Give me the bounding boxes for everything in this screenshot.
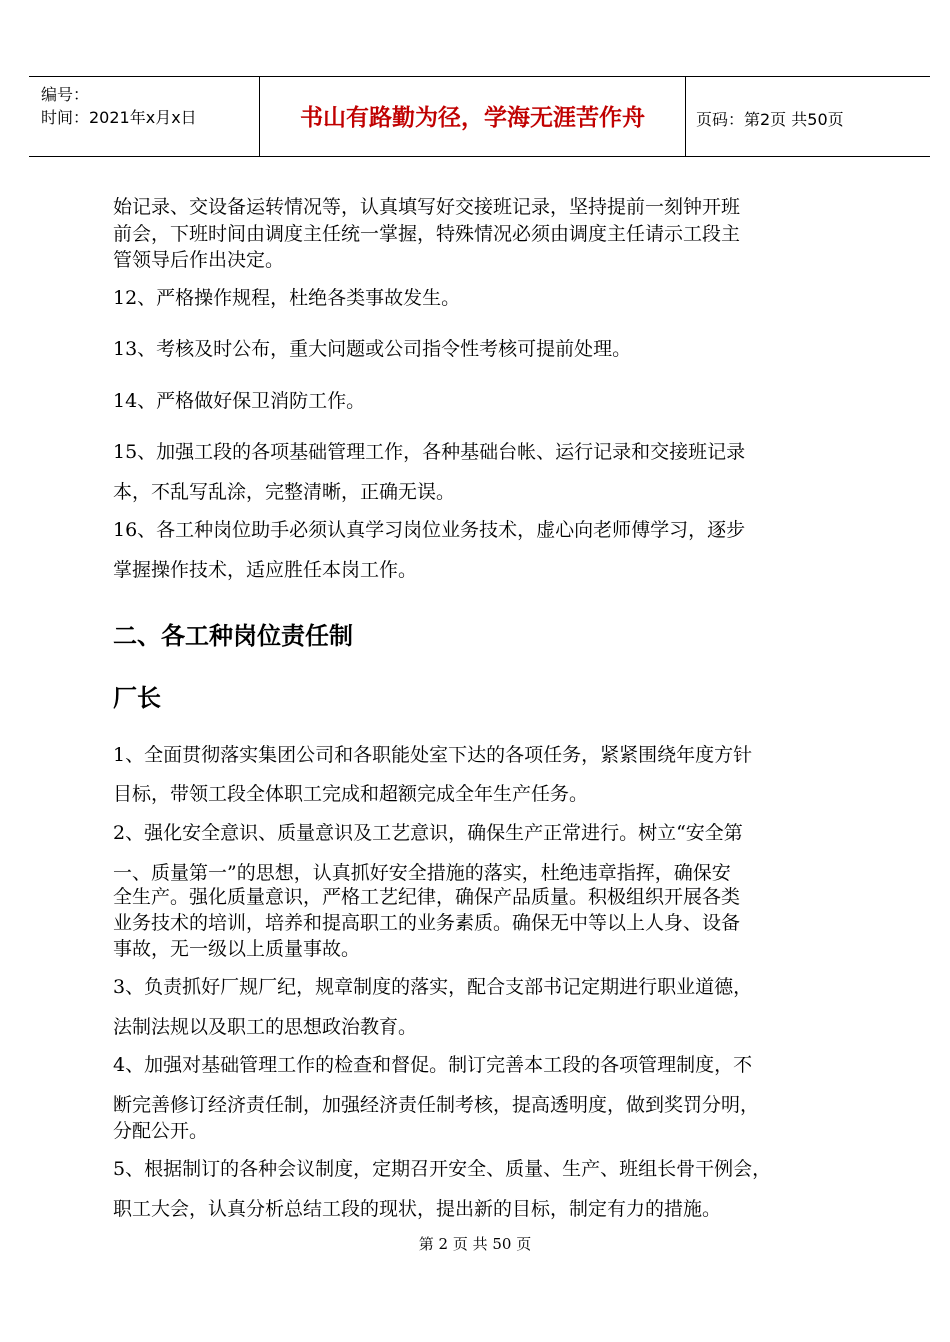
list-item-14: 14、严格做好保卫消防工作。 bbox=[113, 390, 366, 412]
body-line: 目标，带领工段全体职工完成和超额完成全年生产任务。 bbox=[113, 783, 589, 805]
list-item-1: 1、全面贯彻落实集团公司和各职能处室下达的各项任务，紧紧围绕年度方针 bbox=[113, 744, 753, 766]
body-line: 掌握操作技术，适应胜任本岗工作。 bbox=[113, 559, 418, 581]
body-line: 分配公开。 bbox=[113, 1120, 209, 1142]
document-time-label: 时间：2021年x月x日 bbox=[41, 108, 197, 127]
document-code-label: 编号： bbox=[41, 85, 90, 104]
subsection-heading: 厂长 bbox=[113, 684, 161, 712]
body-line: 业务技术的培训，培养和提高职工的业务素质。确保无中等以上人身、设备 bbox=[113, 912, 741, 934]
body-line: 职工大会，认真分析总结工段的现状，提出新的目标，制定有力的措施。 bbox=[113, 1198, 722, 1220]
document-header bbox=[29, 76, 930, 157]
section-heading: 二、各工种岗位责任制 bbox=[113, 622, 353, 650]
body-line: 事故，无一级以上质量事故。 bbox=[113, 938, 361, 960]
body-line: 本，不乱写乱涂，完整清晰，正确无误。 bbox=[113, 481, 456, 503]
list-item-3: 3、负责抓好厂规厂纪，规章制度的落实，配合支部书记定期进行职业道德， bbox=[113, 976, 753, 998]
header-motto-cell bbox=[260, 77, 686, 156]
list-item-4: 4、加强对基础管理工作的检查和督促。制订完善本工段的各项管理制度，不 bbox=[113, 1054, 753, 1076]
list-item-5: 5、根据制订的各种会议制度，定期召开安全、质量、生产、班组长骨干例会， bbox=[113, 1158, 772, 1180]
page-footer: 第 2 页 共 50 页 bbox=[418, 1235, 532, 1253]
list-item-13: 13、考核及时公布，重大问题或公司指令性考核可提前处理。 bbox=[113, 338, 632, 360]
header-meta-cell bbox=[29, 77, 260, 156]
body-line: 全生产。强化质量意识，严格工艺纪律，确保产品质量。积极组织开展各类 bbox=[113, 886, 741, 908]
list-item-16: 16、各工种岗位助手必须认真学习岗位业务技术，虚心向老师傅学习，逐步 bbox=[113, 519, 746, 541]
body-line: 一、质量第一”的思想，认真抓好安全措施的落实，杜绝违章指挥，确保安 bbox=[113, 862, 731, 884]
header-page-info: 页码：第2页 共50页 bbox=[696, 110, 844, 129]
list-item-12: 12、严格操作规程，杜绝各类事故发生。 bbox=[113, 287, 461, 309]
body-line: 断完善修订经济责任制，加强经济责任制考核，提高透明度，做到奖罚分明， bbox=[113, 1094, 760, 1116]
list-item-15: 15、加强工段的各项基础管理工作，各种基础台帐、运行记录和交接班记录 bbox=[113, 441, 746, 463]
body-line: 法制法规以及职工的思想政治教育。 bbox=[113, 1016, 418, 1038]
header-motto: 书山有路勤为径，学海无涯苦作舟 bbox=[300, 105, 645, 131]
body-line: 管领导后作出决定。 bbox=[113, 249, 285, 271]
body-line: 前会，下班时间由调度主任统一掌握，特殊情况必须由调度主任请示工段主 bbox=[113, 223, 741, 245]
header-page-cell bbox=[686, 77, 930, 156]
list-item-2: 2、强化安全意识、质量意识及工艺意识，确保生产正常进行。树立“安全第 bbox=[113, 822, 743, 844]
body-line: 始记录、交设备运转情况等，认真填写好交接班记录，坚持提前一刻钟开班 bbox=[113, 196, 741, 218]
